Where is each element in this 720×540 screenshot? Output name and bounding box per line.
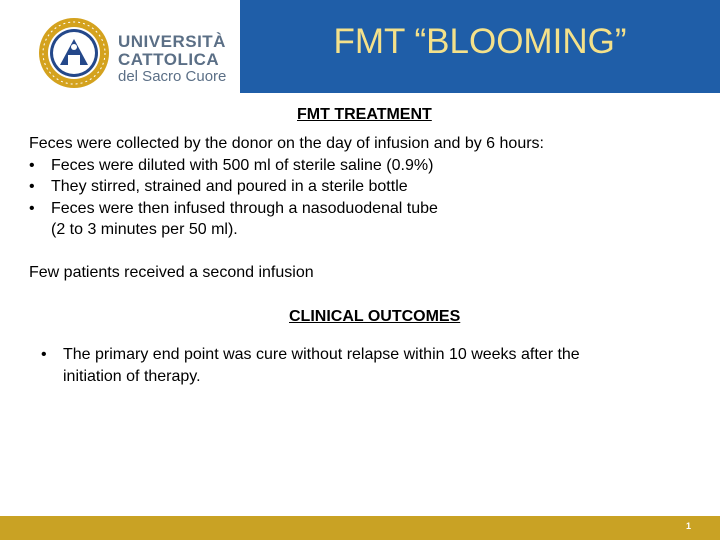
university-name-line1: UNIVERSITÀ xyxy=(118,32,226,51)
bullet-icon: • xyxy=(29,199,35,217)
bullet-icon: • xyxy=(41,346,47,363)
list-item xyxy=(29,198,544,220)
university-name-line3: del Sacro Cuore xyxy=(118,68,227,85)
bullet-icon: • xyxy=(29,156,35,174)
outcomes-heading: CLINICAL OUTCOMES xyxy=(289,308,461,325)
page-number: 1 xyxy=(685,521,691,531)
treatment-heading: FMT TREATMENT xyxy=(297,106,432,123)
second-infusion-note: Few patients received a second infusion xyxy=(29,264,314,281)
slide-footer xyxy=(0,516,720,540)
university-seal-icon xyxy=(38,17,110,89)
list-item-continuation xyxy=(29,219,544,241)
bullet-text: The primary end point was cure without relapse within 10 weeks after the xyxy=(63,346,580,363)
bullet-text: Feces were then infused through a nasoduodenal tube xyxy=(51,199,438,217)
bullet-icon: • xyxy=(29,178,35,195)
bullet-text: Feces were diluted with 500 ml of sterile saline (0.9%) xyxy=(51,156,434,174)
treatment-body xyxy=(29,133,544,241)
bullet-text: They stirred, strained and poured in a sterile bottle xyxy=(51,178,408,195)
list-item xyxy=(29,155,544,177)
university-name-line2: CATTOLICA xyxy=(118,50,220,69)
list-item xyxy=(29,176,544,198)
university-name xyxy=(118,33,226,84)
treatment-intro: Feces were collected by the donor on the day of infusion and by 6 hours: xyxy=(29,135,544,152)
slide-title: FMT “BLOOMING” xyxy=(333,22,627,61)
slide-header xyxy=(0,0,720,93)
university-logo xyxy=(0,0,240,93)
bullet-continuation-text: initiation of therapy. xyxy=(63,367,201,385)
bullet-continuation-text: (2 to 3 minutes per 50 ml). xyxy=(51,221,238,238)
